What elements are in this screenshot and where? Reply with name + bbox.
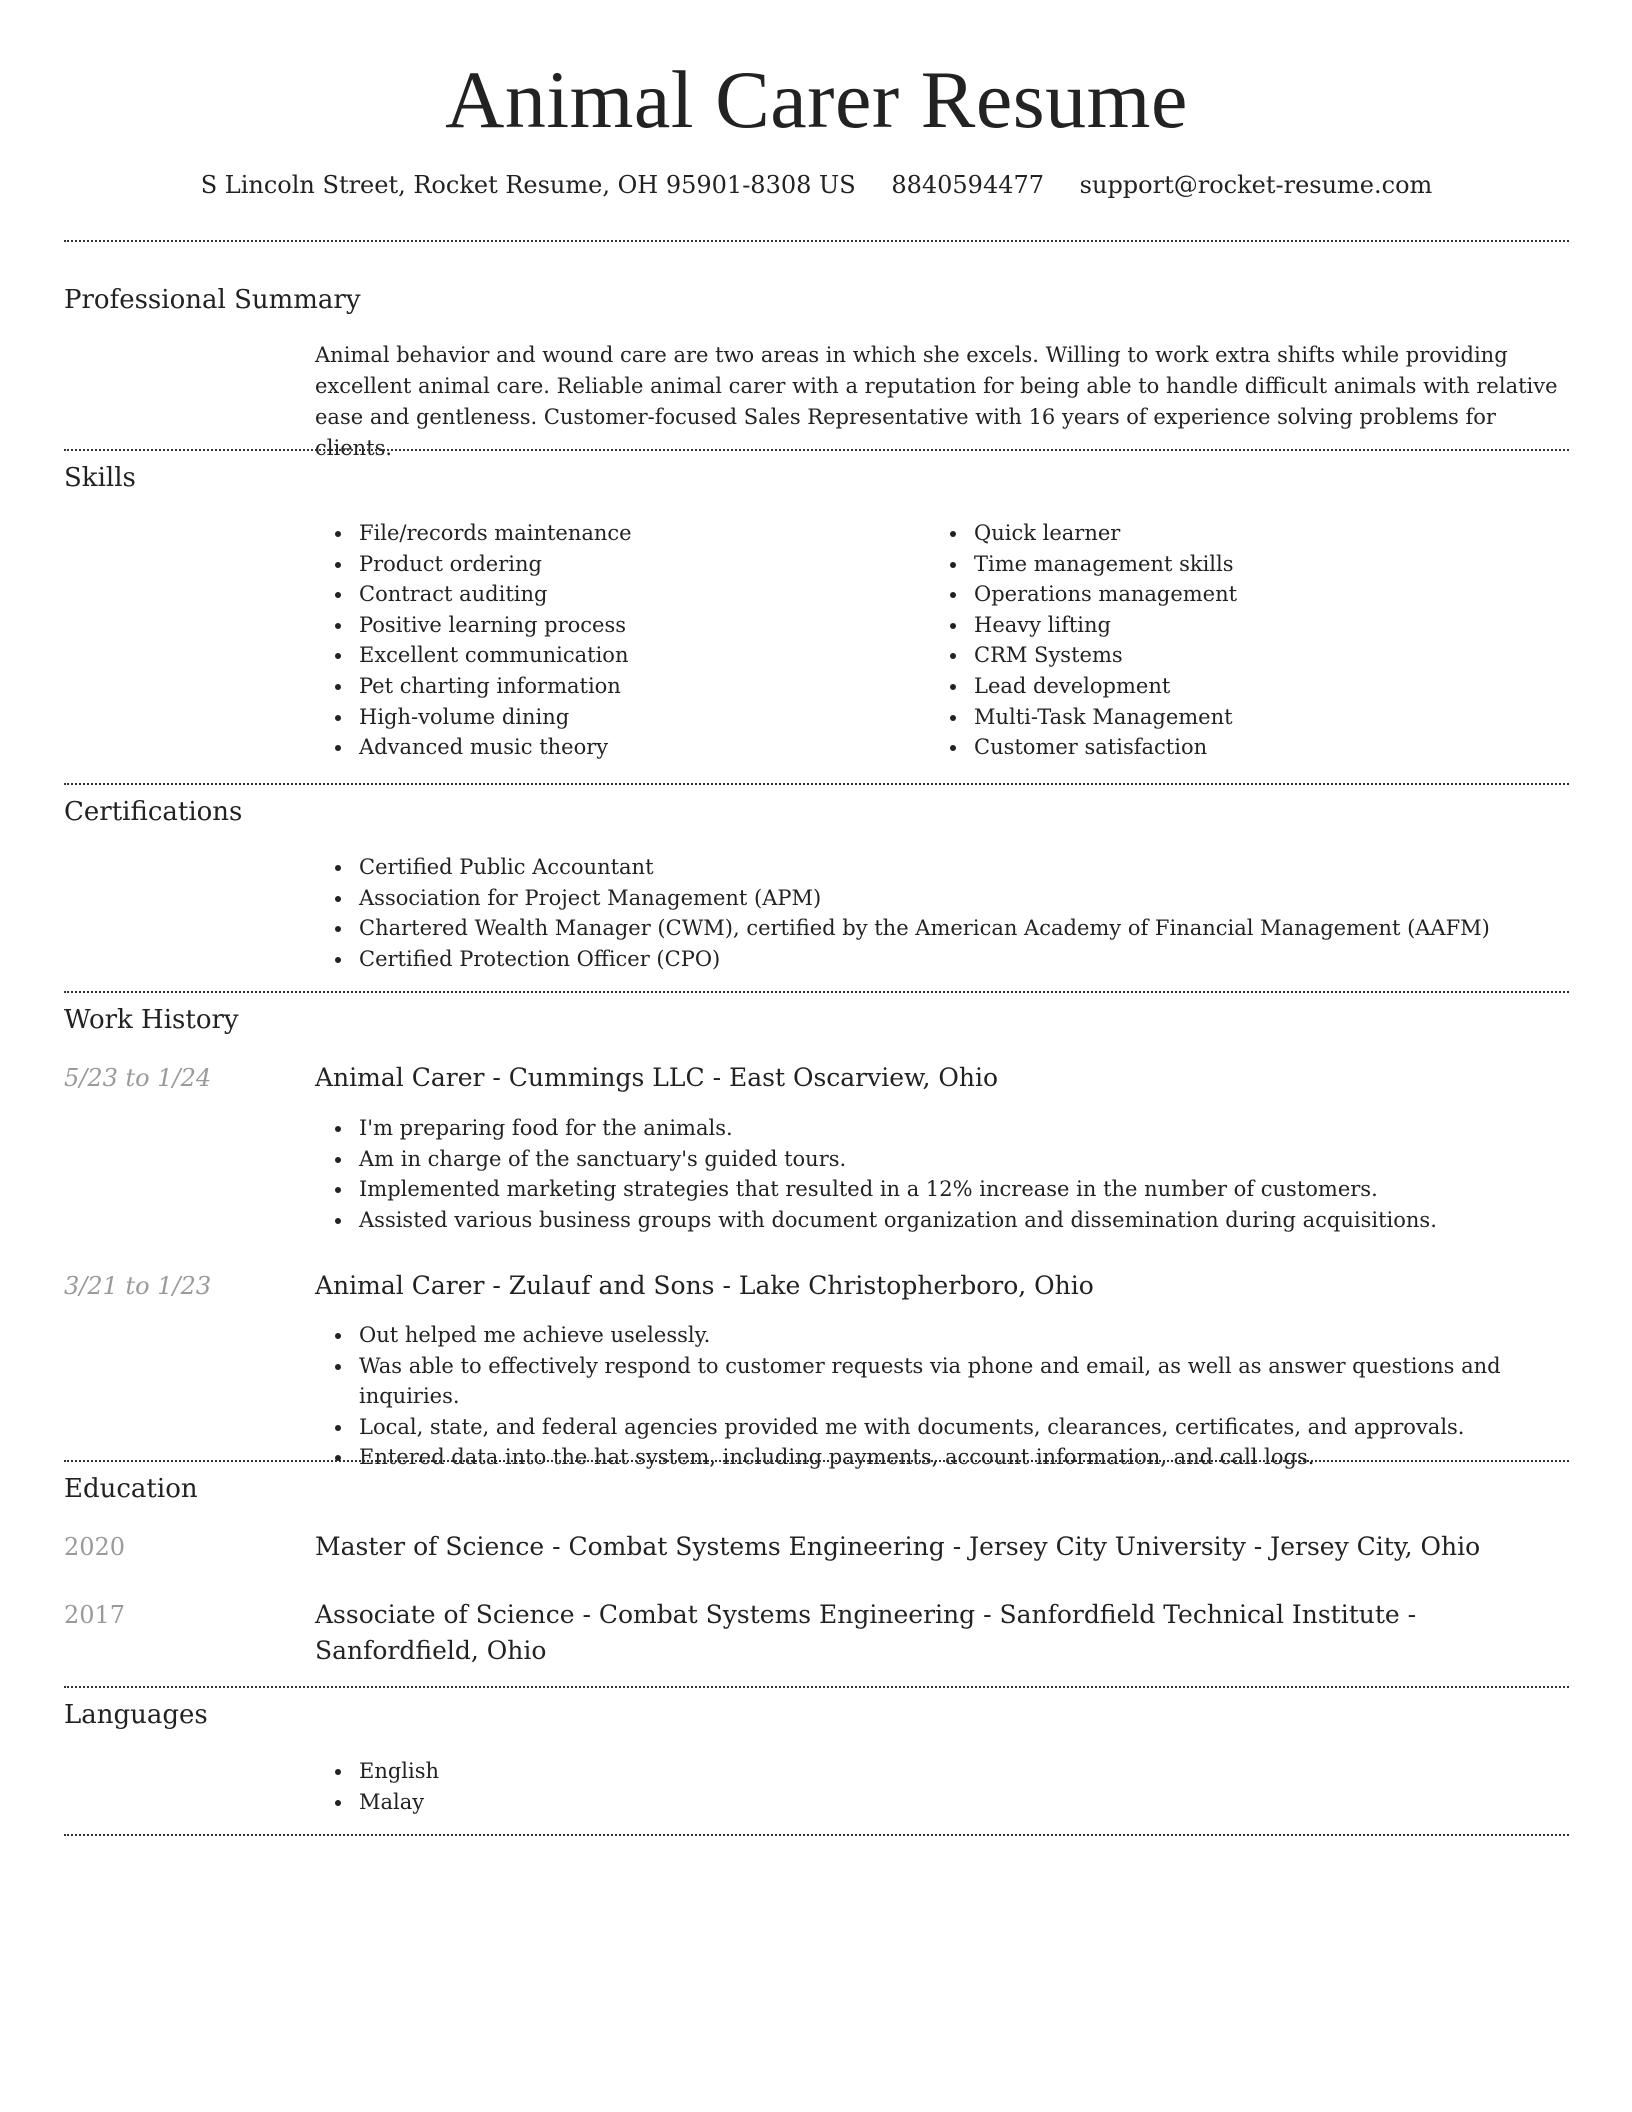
- summary-text: Animal behavior and wound care are two areas in which she excels. Willing to work extra shifts while providing excellent animal care. Reliable animal carer with a reputation for being able to handle difficult animals with relative ease and gentleness. Customer-focused Sales Representative with 16 years of experience solving problems for clients.: [315, 343, 1558, 460]
- language-item: Malay: [315, 1787, 915, 1818]
- certification-item: Certified Protection Officer (CPO): [315, 944, 1569, 975]
- section-title-skills: Skills: [64, 463, 136, 493]
- divider: [64, 1460, 1569, 1462]
- skill-item: Positive learning process: [315, 610, 915, 641]
- skill-item: Customer satisfaction: [930, 732, 1530, 763]
- school-name: - Sanfordfield Technical Institute - Sanfordfield, Ohio: [315, 1600, 1417, 1665]
- job-bullet: I'm preparing food for the animals.: [315, 1113, 1569, 1144]
- section-title-certifications: Certifications: [64, 797, 243, 827]
- job-bullets: [315, 1320, 1569, 1473]
- contact-address: S Lincoln Street, Rocket Resume, OH 95901-8308 US: [200, 171, 856, 199]
- section-title-languages: Languages: [64, 1700, 208, 1730]
- divider: [64, 991, 1569, 993]
- job-bullet: Am in charge of the sanctuary's guided tours.: [315, 1144, 1569, 1175]
- education-entry: [315, 1597, 1569, 1669]
- degree-name: Associate of Science - Combat Systems Engineering: [315, 1600, 976, 1629]
- degree-name: Master of Science - Combat Systems Engineering: [315, 1532, 945, 1561]
- skill-item: Lead development: [930, 671, 1530, 702]
- skill-item: High-volume dining: [315, 702, 915, 733]
- language-item: English: [315, 1756, 915, 1787]
- skill-item: Heavy lifting: [930, 610, 1530, 641]
- education-entry: [315, 1529, 1569, 1565]
- skill-item: Operations management: [930, 579, 1530, 610]
- divider: [64, 1686, 1569, 1688]
- school-name: - Jersey City University - Jersey City, Ohio: [944, 1532, 1481, 1561]
- divider: [64, 449, 1569, 451]
- divider: [64, 783, 1569, 785]
- job-dates: 3/21 to 1/23: [64, 1272, 212, 1300]
- languages-list: [315, 1756, 915, 1817]
- section-title-education: Education: [64, 1474, 198, 1504]
- skill-item: Advanced music theory: [315, 732, 915, 763]
- section-title-work-history: Work History: [64, 1005, 239, 1035]
- skill-item: Product ordering: [315, 549, 915, 580]
- certification-item: Association for Project Management (APM): [315, 883, 1569, 914]
- job-bullet: Implemented marketing strategies that resulted in a 12% increase in the number of customers.: [315, 1174, 1569, 1205]
- education-year: 2017: [64, 1601, 126, 1629]
- contact-email[interactable]: support@rocket-resume.com: [1079, 171, 1433, 199]
- contact-line: [64, 170, 1569, 200]
- job-bullet: Assisted various business groups with document organization and dissemination during acquisitions.: [315, 1205, 1569, 1236]
- job-bullet: Out helped me achieve uselessly.: [315, 1320, 1569, 1351]
- job-title: Animal Carer - Cummings LLC - East Oscarview, Ohio: [315, 1063, 999, 1092]
- skill-item: File/records maintenance: [315, 518, 915, 549]
- skill-item: Contract auditing: [315, 579, 915, 610]
- divider: [64, 1834, 1569, 1836]
- resume-title: Animal Carer Resume: [445, 54, 1188, 145]
- certification-item: Certified Public Accountant: [315, 852, 1569, 883]
- skills-list-left: [315, 518, 915, 763]
- job-bullets: [315, 1113, 1569, 1235]
- skill-item: CRM Systems: [930, 640, 1530, 671]
- skills-list-right: [930, 518, 1530, 763]
- skill-item: Multi-Task Management: [930, 702, 1530, 733]
- skill-item: Pet charting information: [315, 671, 915, 702]
- education-year: 2020: [64, 1533, 126, 1561]
- skill-item: Excellent communication: [315, 640, 915, 671]
- job-bullet: Was able to effectively respond to customer requests via phone and email, as well as answer questions and inquiries.: [315, 1351, 1569, 1412]
- job-dates: 5/23 to 1/24: [64, 1064, 212, 1092]
- certifications-list: [315, 852, 1569, 974]
- certification-item: Chartered Wealth Manager (CWM), certified by the American Academy of Financial Management (AAFM): [315, 913, 1569, 944]
- contact-phone: 8840594477: [891, 171, 1045, 199]
- job-title: Animal Carer - Zulauf and Sons - Lake Christopherboro, Ohio: [315, 1271, 1094, 1300]
- skill-item: Quick learner: [930, 518, 1530, 549]
- section-title-summary: Professional Summary: [64, 285, 361, 315]
- divider: [64, 240, 1569, 242]
- job-bullet: Local, state, and federal agencies provided me with documents, clearances, certificates, and approvals.: [315, 1412, 1569, 1443]
- skill-item: Time management skills: [930, 549, 1530, 580]
- job-bullet: Entered data into the hat system, including payments, account information, and call logs.: [315, 1442, 1569, 1473]
